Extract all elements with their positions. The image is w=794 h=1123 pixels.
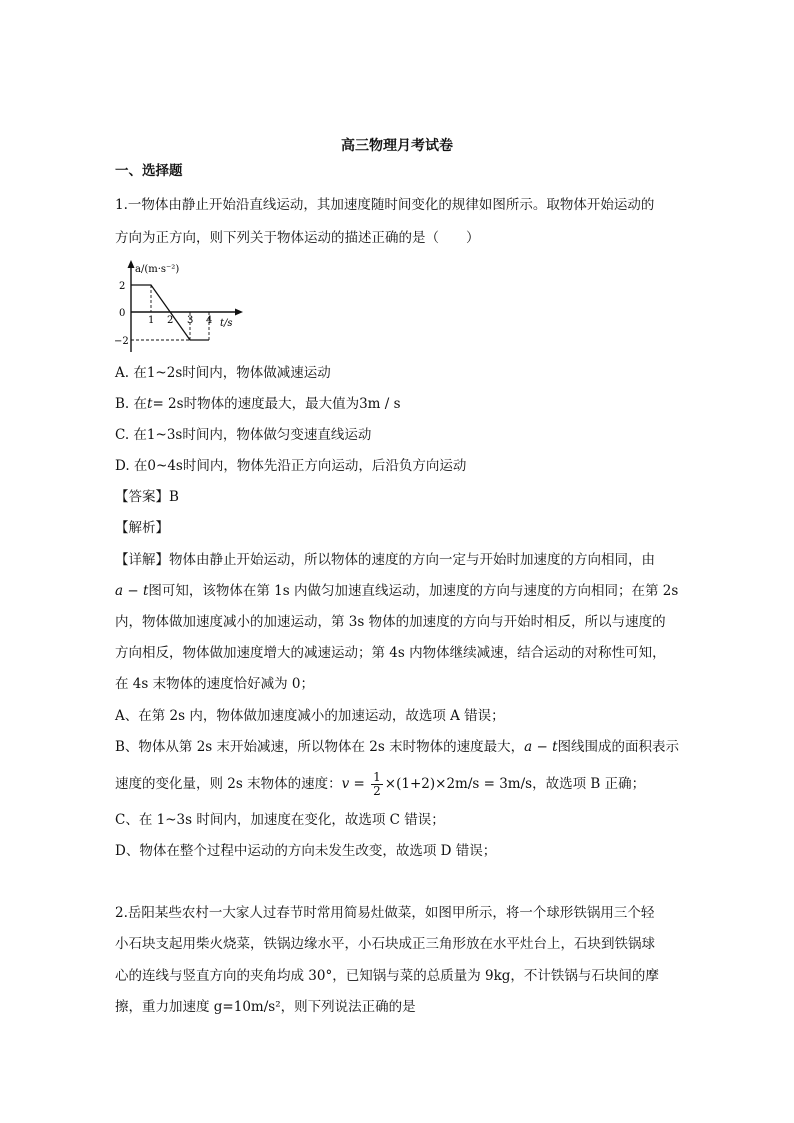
q1-stem-line1: 1.一物体由静止开始沿直线运动，其加速度随时间变化的规律如图所示。取物体开始运动的 bbox=[115, 197, 655, 213]
graph-ytick-0: 0 bbox=[119, 308, 126, 319]
graph-xtick-2: 2 bbox=[167, 315, 174, 326]
explain-d: D、物体在整个过程中运动的方向未发生改变，故选项 D 错误； bbox=[115, 843, 497, 859]
q1-option-a: A. 在1~2s时间内，物体做减速运动 bbox=[115, 365, 331, 381]
section-heading: 一、选择题 bbox=[115, 163, 183, 179]
answer-label: 【答案】B bbox=[115, 489, 179, 505]
q2-stem-line3: 心的连线与竖直方向的夹角均成 30°，已知锅与菜的总质量为 9kg，不计铁锅与石块间的摩 bbox=[115, 968, 659, 984]
q1-option-d: D. 在0~4s时间内，物体先沿正方向运动，后沿负方向运动 bbox=[115, 458, 467, 474]
analysis-label: 【解析】 bbox=[115, 520, 169, 536]
q1-option-b: B. 在t= 2s时物体的速度最大，最大值为3m / s bbox=[115, 396, 401, 412]
detail-line2: a − t图可知，该物体在第 1s 内做匀加速直线运动，加速度的方向与速度的方向相同；在第 2s bbox=[115, 583, 679, 599]
fraction-one-half: $\frac{1}{2}$ bbox=[373, 770, 381, 798]
acceleration-time-graph bbox=[110, 256, 250, 356]
graph-ylabel: a/(m·s⁻²) bbox=[135, 264, 180, 275]
q2-stem-line1: 2.岳阳某些农村一大家人过春节时常用简易灶做菜，如图甲所示，将一个球形铁锅用三个轻 bbox=[115, 905, 655, 921]
explain-a: A、在第 2s 内，物体做加速度减小的加速运动，故选项 A 错误； bbox=[115, 708, 505, 724]
graph-xlabel: t/s bbox=[220, 318, 233, 329]
q1-stem-line2: 方向为正方向，则下列关于物体运动的描述正确的是（ ） bbox=[115, 230, 480, 246]
page-title: 高三物理月考试卷 bbox=[341, 138, 453, 154]
q2-stem-line4: 擦，重力加速度 g=10m/s²，则下列说法正确的是 bbox=[115, 999, 416, 1015]
explain-c: C、在 1~3s 时间内，加速度在变化，故选项 C 错误； bbox=[115, 812, 445, 828]
detail-line1: 【详解】物体由静止开始运动，所以物体的速度的方向一定与开始时加速度的方向相同，由 bbox=[115, 552, 655, 568]
explain-b-line2: 速度的变化量，则 2s 末物体的速度：v = $\frac{1}{2}$ ×(1+2)×2m/s = 3m/s，故选项 B 正确； bbox=[115, 770, 646, 798]
graph-ytick-neg2: −2 bbox=[114, 336, 129, 347]
graph-xtick-4: 4 bbox=[206, 315, 213, 326]
explain-b-line1: B、物体从第 2s 末开始减速，所以物体在 2s 末时物体的速度最大，a − t图线围成的面积表示 bbox=[115, 739, 679, 755]
graph-xtick-3: 3 bbox=[187, 315, 194, 326]
graph-xtick-1: 1 bbox=[148, 315, 155, 326]
graph-ytick-2: 2 bbox=[119, 281, 126, 292]
detail-line5: 在 4s 末物体的速度恰好减为 0； bbox=[115, 676, 314, 692]
detail-line3: 内，物体做加速度减小的加速运动，第 3s 物体的加速度的方向与开始时相反，所以与速度的 bbox=[115, 614, 666, 630]
detail-line4: 方向相反，物体做加速度增大的减速运动；第 4s 内物体继续减速，结合运动的对称性可知， bbox=[115, 645, 666, 661]
q2-stem-line2: 小石块支起用柴火烧菜，铁锅边缘水平，小石块成正三角形放在水平灶台上，石块到铁锅球 bbox=[115, 936, 655, 952]
q1-option-c: C. 在1~3s时间内，物体做匀变速直线运动 bbox=[115, 427, 372, 443]
